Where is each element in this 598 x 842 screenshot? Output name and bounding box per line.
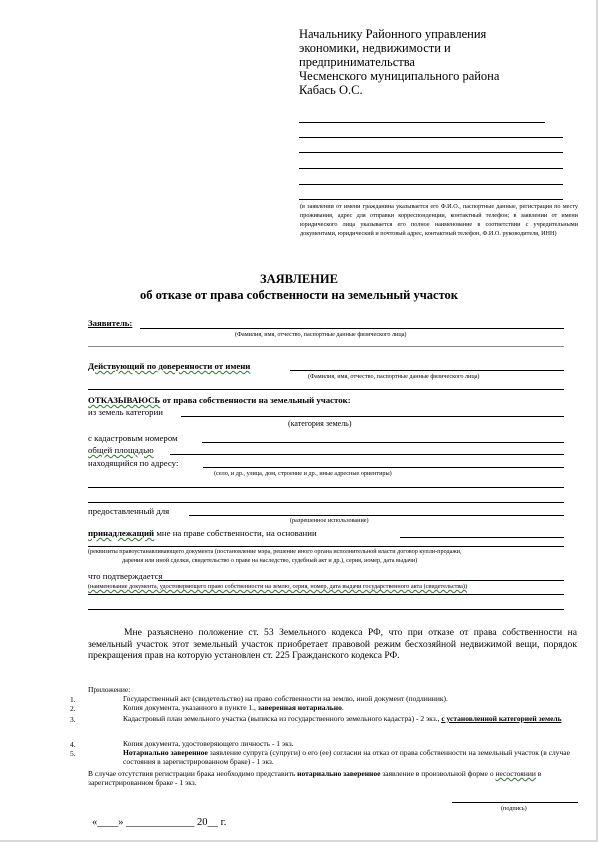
cadastral-label: с кадастровым номером	[88, 433, 178, 443]
refuse-word: ОТКАЗЫВАЮСЬ	[88, 395, 161, 405]
lands-field[interactable]	[181, 416, 564, 417]
document-subtitle: об отказе от права собственности на земельный участок	[139, 288, 459, 302]
appendix-item-2	[123, 704, 579, 713]
basis-field[interactable]	[400, 537, 564, 538]
confirm-field-2[interactable]	[88, 594, 564, 595]
owned-rest: мне на праве собственности, на основании	[154, 528, 317, 538]
address-caption: (село, и др., улица, дом, строение и др., иные адресные ориентиры)	[214, 470, 392, 477]
appendix-item-after: .	[341, 703, 344, 712]
signature-field[interactable]	[452, 802, 578, 803]
confirm-caption: (наименование документа, удостоверяющего право собственности на землю, серия, номер, дата выдачи государственного акта (свидетельства))	[88, 583, 468, 590]
provided-caption: (разрешенное использование)	[290, 517, 369, 524]
date-line[interactable]: «____» _____________ 20__ г.	[92, 817, 227, 828]
proxy-label: Действующий по доверенности от имени	[88, 361, 251, 371]
appendix-item-1: Государственный акт (свидетельство) на право собственности на землю, иной документ (подлинник).	[123, 694, 448, 703]
signature-caption: (подпись)	[501, 805, 527, 812]
legal-notice-paragraph: Мне разъяснено положение ст. 53 Земельного кодекса РФ, что при отказе от права собственности на земельный участок этот земельный участок приобретает правовой режим бесхозяйной недвижимой вещи, порядок прекращения прав на которую установлен ст. 225 Гражданского кодекса РФ.	[88, 627, 577, 661]
applicant-field[interactable]	[140, 328, 564, 329]
appendix-item-text: заявление супруга (супруги) о его (ее) согласии на отказ от права собственности на земельный участок (в случае состояния в зарегистрированном браке) - 1 экз.	[123, 748, 570, 766]
addressee-line: предпринимательства	[299, 55, 415, 69]
basis-caption-2: дарения или иной сделки, свидетельство о праве на наследство, судебный акт и др.), серия, номер, дата выдачи)	[122, 557, 418, 564]
proxy-caption: (Фамилия, имя, отчество, паспортные данные физического лица)	[308, 373, 480, 380]
area-label: общей площадью	[88, 445, 154, 455]
appendix-item-3	[123, 715, 579, 724]
provided-label: предоставленный для	[88, 506, 170, 516]
header-instruction-note: (в заявлении от имени гражданина указывается его Ф.И.О., паспортные данные, регистрация по месту проживания, адрес для отправки корреспонденции, контактный телефон; в заявлении от имени юридического лица указывается его полное наименование в соответствии с учредительными документами, юридический и почтовый адрес, контактный телефон, Ф.И.О. руководителя, ИНН)	[300, 203, 578, 237]
applicant-caption: (Фамилия, имя, отчество, паспортные данные физического лица)	[235, 331, 407, 338]
applicant-label: Заявитель:	[88, 318, 133, 328]
address-field-2[interactable]	[88, 487, 564, 488]
header-blank-line[interactable]	[299, 152, 563, 153]
lands-caption: (категория земель)	[288, 419, 352, 428]
confirm-field[interactable]	[158, 580, 564, 581]
refuse-heading	[88, 395, 351, 405]
appendix-number: 1.	[70, 695, 76, 704]
confirm-field-3[interactable]	[88, 609, 564, 610]
appendix-item-text: Копия документа, указанного в пункте 1.,	[123, 703, 258, 712]
cadastral-field[interactable]	[202, 442, 564, 443]
final-note-wavy: несостоянии	[495, 769, 536, 778]
address-field-3[interactable]	[88, 502, 564, 503]
appendix-item-4: Копия документа, удостоверяющего личность - 1 экз.	[123, 739, 294, 748]
basis-field-2[interactable]	[88, 546, 564, 547]
addressee-line: экономики, недвижимости и	[299, 41, 451, 55]
confirm-label: что подтверждается	[88, 571, 163, 581]
appendix-item-bold: с установленной категорией земель	[441, 714, 562, 723]
header-blank-line[interactable]	[299, 122, 545, 123]
header-blank-line[interactable]	[299, 184, 563, 185]
header-blank-line[interactable]	[299, 168, 563, 169]
area-field[interactable]	[170, 454, 564, 455]
header-blank-line[interactable]	[299, 199, 563, 200]
owned-word: принадлежащий	[88, 528, 155, 538]
proxy-field[interactable]	[290, 370, 564, 371]
appendix-item-5-line	[123, 749, 579, 766]
proxy-field-2[interactable]	[88, 389, 564, 390]
appendix-final-note	[88, 770, 579, 787]
appendix-title: Приложение:	[88, 685, 131, 694]
addressee-line: Чесменского муниципального района	[299, 69, 500, 83]
final-note-end: в зарегистрированном браке - 1 экз.	[88, 769, 542, 787]
refuse-rest: от права собственности на земельный участок:	[160, 395, 351, 405]
owned-label	[88, 528, 317, 538]
addressee-block	[299, 27, 499, 97]
header-blank-line[interactable]	[299, 137, 563, 138]
appendix-number: 4.	[70, 740, 76, 749]
appendix-number: 3.	[70, 715, 76, 724]
appendix-item-bold: Нотариально заверенное	[123, 748, 208, 757]
appendix-number: 5.	[70, 749, 76, 758]
applicant-field-2[interactable]	[88, 346, 564, 347]
lands-label: из земель категории	[88, 407, 164, 417]
appendix-item-bold: заверенная нотариально	[257, 703, 342, 712]
appendix-number: 2.	[70, 704, 76, 713]
address-label: находящийся по адресу:	[88, 458, 179, 468]
address-field[interactable]	[203, 467, 564, 468]
document-title: ЗАЯВЛЕНИЕ	[260, 272, 338, 286]
provided-field[interactable]	[189, 515, 564, 516]
final-note-bold: нотариально заверенное	[297, 769, 381, 778]
basis-caption-1: (реквизиты правоустанавливающего документа (постановление мэра, решение иного органа исполнительной власти договор купли-продажи,	[88, 548, 462, 555]
final-note-pre: В случае отсутствия регистрации брака необходимо представить	[88, 769, 298, 778]
addressee-line: Кабась О.С.	[299, 83, 363, 97]
final-note-post: заявление в произвольной форме о	[380, 769, 496, 778]
addressee-line: Начальнику Районного управления	[299, 27, 487, 41]
appendix-item-text: Кадастровый план земельного участка (выписка из государственного земельного кадастра) - 2 экз.,	[123, 714, 442, 723]
